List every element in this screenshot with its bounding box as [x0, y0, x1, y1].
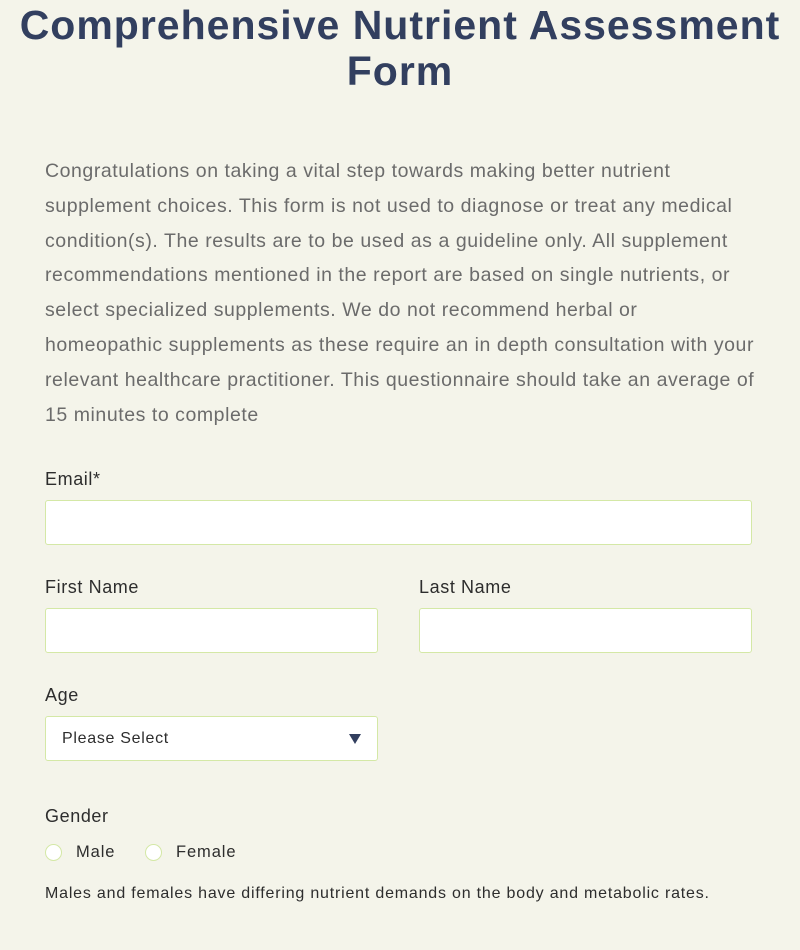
first-name-label: First Name	[45, 577, 140, 597]
form-title: Comprehensive Nutrient Assessment Form	[19, 2, 781, 94]
gender-option-male[interactable]	[45, 842, 115, 862]
male-radio-label: Male	[76, 843, 116, 861]
last-name-input[interactable]	[419, 608, 752, 653]
form-intro-text: Congratulations on taking a vital step towards making better nutrient supplement choices. This form is not used to diagnose or treat any medical condition(s). The results are to be used as a guideline only. All supplement recommendations mentioned in the report are based on single nutrients, or select specialized supplements. We do not recommend herbal or homeopathic supplements as these require an in depth consultation with your relevant healthcare practitioner. This questionnaire should take an average of 15 minutes to complete	[45, 160, 755, 426]
gender-option-female[interactable]	[145, 842, 236, 862]
email-label: Email*	[45, 469, 101, 489]
chevron-down-icon	[349, 734, 361, 744]
first-name-input[interactable]	[45, 608, 378, 653]
gender-note: Males and females have differing nutrient demands on the body and metabolic rates.	[45, 885, 710, 902]
female-radio-label: Female	[176, 843, 237, 861]
age-label: Age	[45, 685, 79, 705]
age-select-value: Please Select	[62, 730, 169, 747]
age-select[interactable]	[45, 716, 378, 761]
email-input[interactable]	[45, 500, 752, 545]
female-radio[interactable]	[145, 844, 162, 861]
gender-label: Gender	[45, 806, 109, 826]
male-radio[interactable]	[45, 844, 62, 861]
last-name-label: Last Name	[419, 577, 512, 597]
